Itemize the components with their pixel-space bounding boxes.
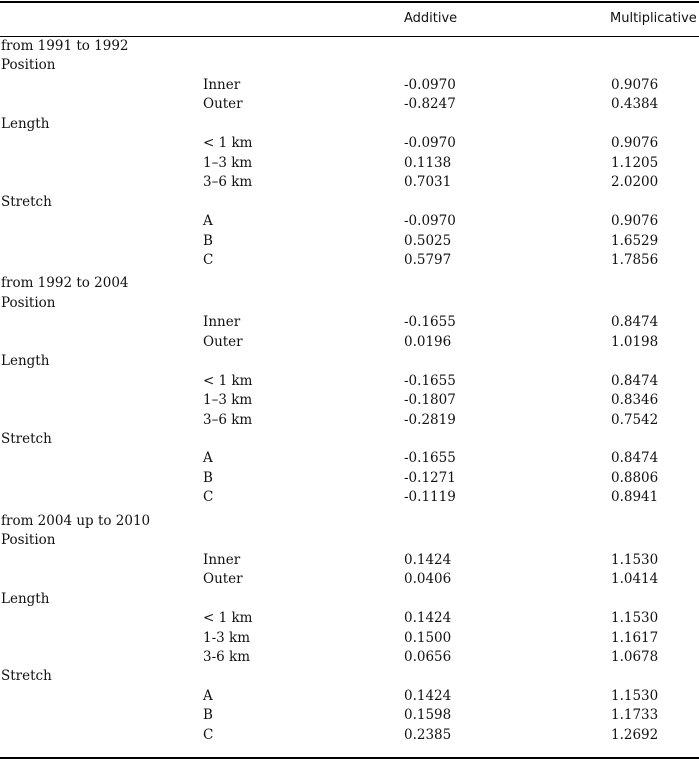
additive-value: 0.0196 bbox=[404, 333, 452, 350]
multiplicative-value: 1.0198 bbox=[611, 333, 659, 350]
table-row bbox=[0, 570, 699, 589]
table-row bbox=[0, 76, 699, 95]
table-row bbox=[0, 469, 699, 488]
table-row bbox=[0, 313, 699, 332]
table-row bbox=[0, 251, 699, 270]
group-label: Length bbox=[1, 115, 50, 132]
multiplicative-value: 0.8346 bbox=[611, 392, 659, 409]
additive-value: -0.1655 bbox=[404, 314, 456, 331]
category-label: 3-6 km bbox=[203, 648, 251, 665]
additive-value: 0.1500 bbox=[404, 629, 452, 646]
multiplicative-value: 1.6529 bbox=[611, 232, 659, 249]
multiplicative-value: 1.0678 bbox=[611, 648, 659, 665]
multiplicative-value: 0.9076 bbox=[611, 213, 659, 230]
multiplicative-value: 0.8941 bbox=[611, 489, 659, 506]
category-label: A bbox=[203, 213, 213, 230]
additive-value: 0.2385 bbox=[404, 726, 452, 743]
additive-value: -0.1655 bbox=[404, 372, 456, 389]
additive-value: 0.1138 bbox=[404, 154, 452, 171]
table-row bbox=[0, 648, 699, 667]
period-row bbox=[0, 274, 699, 293]
multiplicative-value: 1.1205 bbox=[611, 154, 659, 171]
additive-value: -0.1271 bbox=[404, 469, 456, 486]
multiplicative-value: 0.9076 bbox=[611, 135, 659, 152]
header-additive: Additive bbox=[404, 11, 458, 26]
additive-value: -0.1807 bbox=[404, 392, 456, 409]
category-label: Outer bbox=[203, 571, 243, 588]
multiplicative-value: 0.7542 bbox=[611, 411, 659, 428]
category-label: 3–6 km bbox=[203, 411, 253, 428]
additive-value: -0.1119 bbox=[404, 489, 456, 506]
table-row bbox=[0, 372, 699, 391]
category-label: B bbox=[203, 469, 213, 486]
multiplicative-value: 0.9076 bbox=[611, 76, 659, 93]
table-row bbox=[0, 706, 699, 725]
multiplicative-value: 1.1617 bbox=[611, 629, 659, 646]
group-label: Stretch bbox=[1, 193, 52, 210]
table-row bbox=[0, 154, 699, 173]
additive-value: 0.7031 bbox=[404, 174, 452, 191]
multiplicative-value: 1.1530 bbox=[611, 610, 659, 627]
additive-value: -0.0970 bbox=[404, 76, 456, 93]
multiplicative-value: 0.8474 bbox=[611, 314, 659, 331]
period-label: from 1991 to 1992 bbox=[1, 38, 129, 54]
table-row bbox=[0, 411, 699, 430]
category-label: 1–3 km bbox=[203, 154, 253, 171]
header-multiplicative: Multiplicative bbox=[610, 11, 697, 26]
additive-value: 0.5797 bbox=[404, 251, 452, 268]
category-label: C bbox=[203, 726, 214, 743]
table-row bbox=[0, 726, 699, 745]
table-bottom-rule bbox=[0, 757, 699, 759]
additive-value: 0.1424 bbox=[404, 687, 452, 704]
additive-value: 0.5025 bbox=[404, 232, 452, 249]
category-label: Inner bbox=[203, 551, 241, 568]
table-row bbox=[0, 333, 699, 352]
category-label: < 1 km bbox=[203, 135, 253, 152]
table-row bbox=[0, 551, 699, 570]
group-row bbox=[0, 193, 699, 212]
table-row bbox=[0, 609, 699, 628]
group-row bbox=[0, 294, 699, 313]
table-row bbox=[0, 391, 699, 410]
multiplicative-value: 1.1530 bbox=[611, 551, 659, 568]
multiplicative-value: 0.4384 bbox=[611, 96, 659, 113]
multiplicative-value: 0.8474 bbox=[611, 372, 659, 389]
table-row bbox=[0, 449, 699, 468]
group-label: Position bbox=[1, 532, 56, 549]
additive-value: 0.1598 bbox=[404, 707, 452, 724]
multiplicative-value: 2.0200 bbox=[611, 174, 659, 191]
period-row bbox=[0, 512, 699, 531]
group-row bbox=[0, 430, 699, 449]
group-row bbox=[0, 352, 699, 371]
table-row bbox=[0, 134, 699, 153]
group-label: Length bbox=[1, 353, 50, 370]
additive-value: 0.1424 bbox=[404, 551, 452, 568]
category-label: Outer bbox=[203, 96, 243, 113]
multiplicative-value: 1.0414 bbox=[611, 571, 659, 588]
table-row bbox=[0, 488, 699, 507]
multiplicative-value: 1.1530 bbox=[611, 687, 659, 704]
period-label: from 1992 to 2004 bbox=[1, 275, 129, 292]
category-label: A bbox=[203, 450, 213, 467]
group-row bbox=[0, 56, 699, 75]
group-row bbox=[0, 590, 699, 609]
category-label: Outer bbox=[203, 333, 243, 350]
additive-value: 0.0656 bbox=[404, 648, 452, 665]
table-header-row bbox=[0, 9, 699, 28]
category-label: < 1 km bbox=[203, 610, 253, 627]
additive-value: -0.2819 bbox=[404, 411, 456, 428]
additive-value: -0.0970 bbox=[404, 135, 456, 152]
multiplicative-value: 0.8806 bbox=[611, 469, 659, 486]
group-row bbox=[0, 115, 699, 134]
group-label: Stretch bbox=[1, 668, 52, 685]
group-label: Length bbox=[1, 590, 50, 607]
table-row bbox=[0, 173, 699, 192]
category-label: < 1 km bbox=[203, 372, 253, 389]
category-label: A bbox=[203, 687, 213, 704]
additive-value: 0.1424 bbox=[404, 610, 452, 627]
group-row bbox=[0, 667, 699, 686]
additive-value: 0.0406 bbox=[404, 571, 452, 588]
table-row bbox=[0, 687, 699, 706]
multiplicative-value: 0.8474 bbox=[611, 450, 659, 467]
category-label: C bbox=[203, 489, 214, 506]
group-label: Position bbox=[1, 294, 56, 311]
category-label: Inner bbox=[203, 76, 241, 93]
multiplicative-value: 1.1733 bbox=[611, 707, 659, 724]
period-row bbox=[0, 37, 699, 56]
table-top-rule bbox=[0, 1, 699, 3]
group-row bbox=[0, 531, 699, 550]
table-row bbox=[0, 212, 699, 231]
multiplicative-value: 1.7856 bbox=[611, 251, 659, 268]
additive-value: -0.8247 bbox=[404, 96, 456, 113]
group-label: Stretch bbox=[1, 431, 52, 447]
table-row bbox=[0, 232, 699, 251]
period-label: from 2004 up to 2010 bbox=[1, 512, 151, 529]
category-label: 1–3 km bbox=[203, 392, 253, 409]
category-label: C bbox=[203, 251, 214, 268]
table-row bbox=[0, 629, 699, 648]
category-label: B bbox=[203, 232, 213, 249]
additive-value: -0.0970 bbox=[404, 213, 456, 230]
multiplicative-value: 1.2692 bbox=[611, 726, 659, 743]
category-label: B bbox=[203, 707, 213, 724]
category-label: 3–6 km bbox=[203, 174, 253, 191]
table-row bbox=[0, 95, 699, 114]
additive-value: -0.1655 bbox=[404, 450, 456, 467]
category-label: Inner bbox=[203, 314, 241, 331]
category-label: 1-3 km bbox=[203, 629, 251, 646]
group-label: Position bbox=[1, 57, 56, 74]
